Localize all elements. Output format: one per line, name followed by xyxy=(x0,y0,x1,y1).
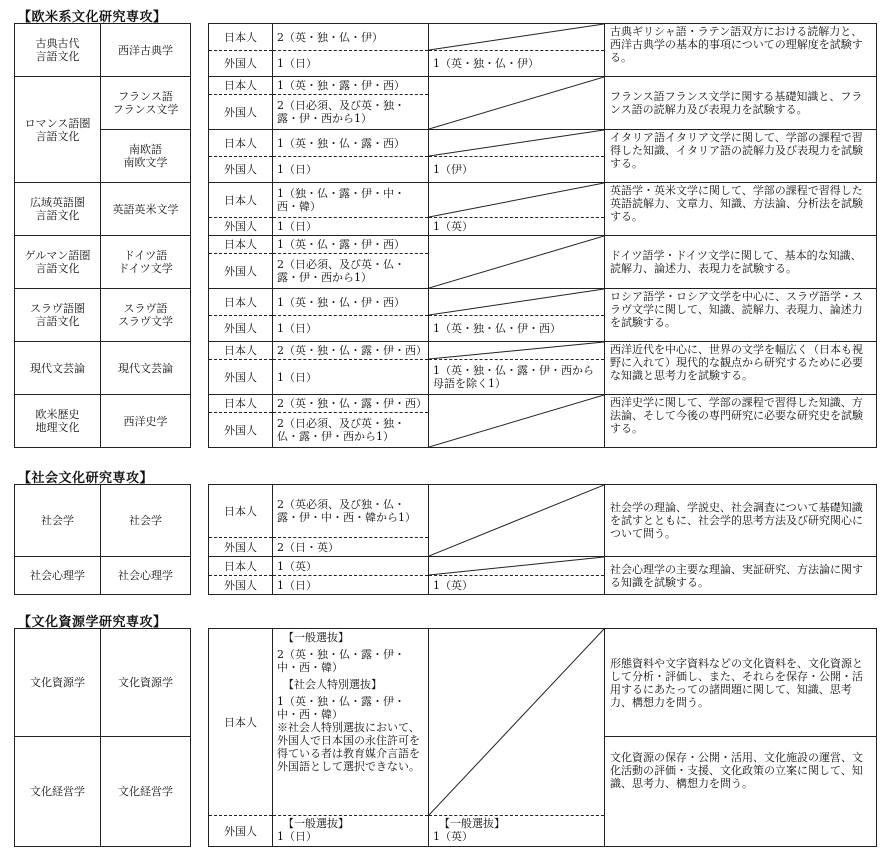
fo-second-shinri: 1（英） xyxy=(429,576,605,595)
fo-second-slav: 1（英・独・仏・伊・西） xyxy=(429,316,605,342)
fo-first-resource xyxy=(273,816,429,847)
section-title-euro: 【欧米系文化研究専攻】 xyxy=(18,10,167,25)
ja-heading-general: 【一般選抜】 xyxy=(283,631,349,644)
label-foreign: 外国人 xyxy=(209,254,273,289)
area-koten: 古典古代 言語文化 xyxy=(15,24,101,77)
major-rekishi: 西洋史学 xyxy=(101,395,191,448)
social-left-table xyxy=(14,484,191,595)
label-japanese: 日本人 xyxy=(209,557,273,576)
fo-second-resource xyxy=(429,816,605,847)
fo-second-gendai: 1（英・独・仏・露・伊・西から母語を除く1） xyxy=(429,360,605,395)
label-foreign: 外国人 xyxy=(209,316,273,342)
major-gendai: 現代文芸論 xyxy=(101,342,191,395)
major-shakai: 社会学 xyxy=(101,485,191,557)
desc-german: ドイツ語学・ドイツ文学に関して、基本的な知識、読解力、論述力、表現力を試験する。 xyxy=(605,236,877,289)
area-rekishi: 欧米歴史 地理文化 xyxy=(15,395,101,448)
label-japanese: 日本人 xyxy=(209,629,273,816)
label-foreign: 外国人 xyxy=(209,413,273,448)
fo-first-slav: 1（日） xyxy=(273,316,429,342)
fo-heading-general: 【一般選抜】 xyxy=(283,817,349,830)
ja-heading-special: 【社会人特別選抜】 xyxy=(283,678,382,691)
label-foreign: 外国人 xyxy=(209,360,273,395)
resource-right-table xyxy=(208,628,877,847)
diagonal-cell xyxy=(429,395,605,448)
major-france: フランス語 フランス文学 xyxy=(101,77,191,130)
ja-general-langs: 2（英・独・仏・露・伊・中・西・韓） xyxy=(277,648,405,674)
diagonal-cell xyxy=(429,77,605,130)
fo-first-langs: 1（日） xyxy=(277,830,317,843)
desc-koten: 古典ギリシャ語・ラテン語双方における読解力と、西洋古典学の基本的事項についての理解度を試験する。 xyxy=(605,24,877,77)
fo-first-rekishi: 2（日必須、及び英・独・仏・露・伊・西から1） xyxy=(273,413,429,448)
diagonal-cell xyxy=(429,485,605,557)
diagonal-cell xyxy=(429,236,605,289)
desc-bunka-shigen: 形態資料や文字資料などの文化資料を、文化資源として分析・評価し、また、それらを保存・公開・活用するにあたっての諸問題に関して、知識、思考力、構想力を問う。 xyxy=(605,629,877,737)
area-roman: ロマンス語圏 言語文化 xyxy=(15,77,101,183)
area-bunka-shigen: 文化資源学 xyxy=(15,629,101,737)
major-bunka-keiei: 文化経営学 xyxy=(101,737,191,847)
desc-shinri: 社会心理学の主要な理論、実証研究、方法論に関する知識を試験する。 xyxy=(605,557,877,595)
major-nanou: 南欧語 南欧文学 xyxy=(101,130,191,183)
desc-rekishi: 西洋史学に関して、学部の課程で習得した知識、方法論、そして今後の専門研究に必要な研究史を試験する。 xyxy=(605,395,877,448)
area-german: ゲルマン語圏 言語文化 xyxy=(15,236,101,289)
major-eigo: 英語英米文学 xyxy=(101,183,191,236)
fo-second-koten: 1（英・独・仏・伊） xyxy=(429,51,605,77)
fo-first-gendai: 1（日） xyxy=(273,360,429,395)
diagonal-cell xyxy=(429,24,605,51)
euro-right-table xyxy=(208,23,877,448)
label-japanese: 日本人 xyxy=(209,77,273,95)
label-foreign: 外国人 xyxy=(209,95,273,130)
label-japanese: 日本人 xyxy=(209,130,273,157)
area-shakai: 社会学 xyxy=(15,485,101,557)
label-japanese: 日本人 xyxy=(209,24,273,51)
fo-first-shakai: 2（日・英） xyxy=(273,538,429,557)
fo-heading-general-2: 【一般選抜】 xyxy=(439,817,505,830)
resource-left-table xyxy=(14,628,191,847)
section-title-social: 【社会文化研究専攻】 xyxy=(18,471,154,486)
label-japanese: 日本人 xyxy=(209,395,273,413)
fo-second-langs: 1（英） xyxy=(433,830,473,843)
ja-special-langs: 1（英・独・仏・露・伊・中・西・韓） xyxy=(277,695,405,721)
fo-first-koten: 1（日） xyxy=(273,51,429,77)
area-shinri: 社会心理学 xyxy=(15,557,101,595)
major-koten: 西洋古典学 xyxy=(101,24,191,77)
desc-nanou: イタリア語イタリア文学に関して、学部の課程で習得した知識、イタリア語の読解力及び表現力を試験する。 xyxy=(605,130,877,183)
area-eigo: 広域英語圏 言語文化 xyxy=(15,183,101,236)
ja-first-german: 1（英・仏・露・伊・西） xyxy=(273,236,429,254)
ja-resource xyxy=(273,629,429,816)
diagonal-cell xyxy=(429,629,605,816)
area-slav: スラヴ語圏 言語文化 xyxy=(15,289,101,342)
ja-first-shakai: 2（英必須、及び独・仏・露・伊・中・西・韓から1） xyxy=(273,485,429,538)
label-japanese: 日本人 xyxy=(209,236,273,254)
diagonal-cell xyxy=(429,130,605,157)
diagonal-cell xyxy=(429,183,605,218)
desc-slav: ロシア語学・ロシア文学を中心に、スラヴ語学・スラヴ文学に関して、知識、読解力、表現力、論述力を試験する。 xyxy=(605,289,877,342)
label-foreign: 外国人 xyxy=(209,51,273,77)
fo-first-shinri: 1（日） xyxy=(273,576,429,595)
desc-france: フランス語フランス文学に関する基礎知識と、フランス語の読解力及び表現力を試験する。 xyxy=(605,77,877,130)
desc-eigo: 英語学・英米文学に関して、学部の課程で習得した英語読解力、文章力、知識、方法論、分析法を試験する。 xyxy=(605,183,877,236)
diagonal-cell xyxy=(429,557,605,576)
label-foreign: 外国人 xyxy=(209,576,273,595)
label-japanese: 日本人 xyxy=(209,485,273,538)
label-foreign: 外国人 xyxy=(209,157,273,183)
fo-first-eigo: 1（日） xyxy=(273,218,429,236)
fo-first-german: 2（日必須、及び英・仏・露・伊・西から1） xyxy=(273,254,429,289)
fo-second-eigo: 1（英） xyxy=(429,218,605,236)
ja-first-france: 1（英・独・露・伊・西） xyxy=(273,77,429,95)
area-gendai: 現代文芸論 xyxy=(15,342,101,395)
fo-first-nanou: 1（日） xyxy=(273,157,429,183)
ja-first-rekishi: 2（英・独・仏・露・伊・西） xyxy=(273,395,429,413)
fo-first-france: 2（日必須、及び英・独・露・伊・西から1） xyxy=(273,95,429,130)
ja-first-eigo: 1（独・仏・露・伊・中・西・韓） xyxy=(273,183,429,218)
ja-first-koten: 2（英・独・仏・伊） xyxy=(273,24,429,51)
ja-note: ※社会人特別選抜において、外国人で日本国の永住許可を得ている者は教育媒介言語を外国語として選択できない。 xyxy=(277,721,420,773)
social-right-table xyxy=(208,484,877,595)
ja-first-shinri: 1（英） xyxy=(273,557,429,576)
euro-left-table xyxy=(14,23,191,448)
desc-shakai: 社会学の理論、学説史、社会調査について基礎知識を試すとともに、社会学的思考方法及び研究関心について問う。 xyxy=(605,485,877,557)
major-german: ドイツ語 ドイツ文学 xyxy=(101,236,191,289)
label-japanese: 日本人 xyxy=(209,342,273,360)
label-japanese: 日本人 xyxy=(209,183,273,218)
label-foreign: 外国人 xyxy=(209,538,273,557)
desc-gendai: 西洋近代を中心に、世界の文学を幅広く（日本も視野に入れて）現代的な観点から研究するために必要な知識と思考力を試験する。 xyxy=(605,342,877,395)
diagonal-cell xyxy=(429,342,605,360)
label-foreign: 外国人 xyxy=(209,218,273,236)
major-shinri: 社会心理学 xyxy=(101,557,191,595)
desc-bunka-keiei: 文化資源の保存・公開・活用、文化施設の運営、文化活動の評価・支援、文化政策の立案に関して、知識、思考力、構想力を問う。 xyxy=(605,737,877,847)
ja-first-nanou: 1（英・独・仏・露・西） xyxy=(273,130,429,157)
major-slav: スラヴ語 スラヴ文学 xyxy=(101,289,191,342)
diagonal-cell xyxy=(429,289,605,316)
label-foreign: 外国人 xyxy=(209,816,273,847)
ja-first-gendai: 2（英・独・仏・露・伊・西） xyxy=(273,342,429,360)
label-japanese: 日本人 xyxy=(209,289,273,316)
area-bunka-keiei: 文化経営学 xyxy=(15,737,101,847)
ja-first-slav: 1（英・独・仏・伊・西） xyxy=(273,289,429,316)
section-title-resource: 【文化資源学研究専攻】 xyxy=(18,615,167,630)
major-bunka-shigen: 文化資源学 xyxy=(101,629,191,737)
fo-second-nanou: 1（伊） xyxy=(429,157,605,183)
